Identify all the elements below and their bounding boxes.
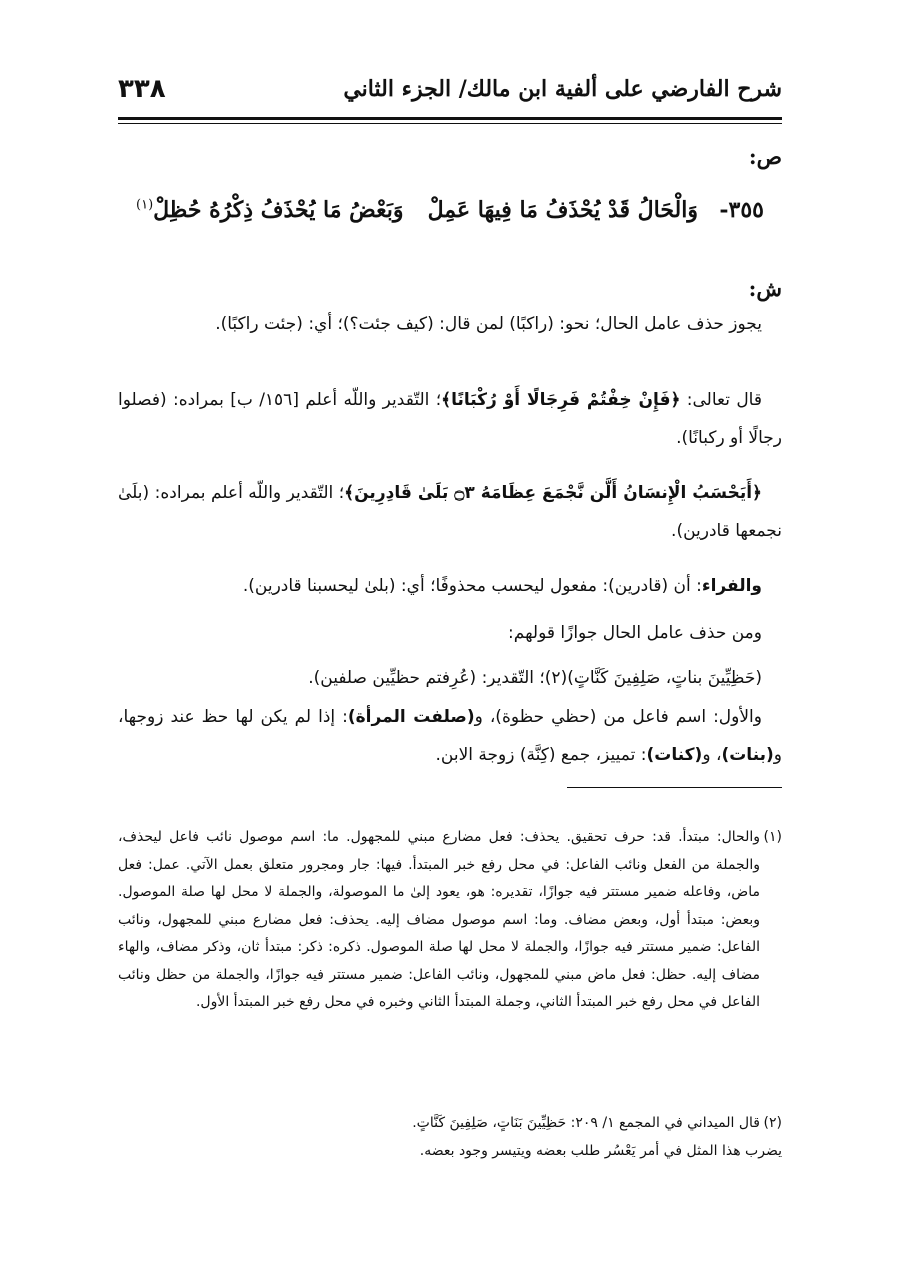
paragraph-3	[118, 474, 782, 550]
paragraph-7-d: : تمييز، جمع (كِنَّة) زوجة الابن.	[435, 745, 647, 765]
footnote-1-marker: (١)	[763, 829, 782, 845]
footnote-ref-1: (١)	[136, 197, 154, 213]
footnote-1	[118, 824, 782, 1017]
paragraph-7	[118, 698, 782, 774]
paragraph-7-c: ، و	[702, 745, 722, 765]
sharh-label: ش:	[748, 276, 782, 301]
paragraph-4	[118, 567, 782, 605]
footnote-separator	[567, 787, 782, 788]
footnote-2-text: قال الميداني في المجمع ١/ ٢٠٩: حَظِيِّينَ بَنَاتٍ، صَلِفِينَ كَنَّاتٍ.	[412, 1115, 760, 1131]
verse-hemistich-1: وَالْحَالُ قَدْ يُحْذَفُ مَا فِيهَا عَمِلْ	[427, 197, 698, 223]
verse-number: ٣٥٥-	[719, 197, 764, 223]
paragraph-6: (حَظِيِّينَ بناتٍ، صَلِفِينَ كَنَّاتٍ)(٢)؛ التّقدير: (عُرِفتم حظيِّين صلفين).	[308, 668, 762, 688]
paragraph-3-rest: ؛ التّقدير واللّه أعلم بمراده: (بلَىٰ نجمعها قادرين).	[118, 483, 782, 541]
paragraph-7-bold-2: (بنات)	[721, 745, 774, 765]
paragraph-1: يجوز حذف عامل الحال؛ نحو: (راكبًا) لمن قال: (كيف جئت؟)؛ أي: (جئت راكبًا).	[215, 314, 762, 334]
running-title: شرح الفارضي على ألفية ابن مالك/ الجزء الثاني	[343, 76, 782, 102]
paragraph-4-bold: والفراء	[701, 576, 762, 596]
footnote-2-marker: (٢)	[763, 1115, 782, 1131]
quran-verse-2: ﴿أَيَحْسَبُ الْإِنسَانُ أَلَّن نَّجْمَعَ عِظَامَهُ ۝٣ بَلَىٰ قَادِرِينَ﴾	[344, 483, 763, 503]
verse-line	[136, 193, 764, 237]
page-header	[118, 72, 782, 112]
verse-hemistich-2-text: وَبَعْضُ مَا يُحْذَفُ ذِكْرُهُ حُظِلْ	[153, 197, 404, 223]
quran-verse-1: ﴿فَإِنْ خِفْتُمْ فَرِجَالًا أَوْ رُكْبَانًا﴾	[441, 390, 681, 410]
paragraph-4-rest: : أن (قادرين): مفعول ليحسب محذوفًا؛ أي: (بلىٰ ليحسبنا قادرين).	[242, 576, 702, 596]
paragraph-5: ومن حذف عامل الحال جوازًا قولهم:	[508, 623, 762, 643]
footnote-2-text-2: يضرب هذا المثل في أمر يَعْسُر طلب بعضه ويتيسر وجود بعضه.	[419, 1142, 782, 1159]
footnote-1-text: والحال: مبتدأ. قد: حرف تحقيق. يحذف: فعل مضارع مبني للمجهول. ما: اسم موصول نائب فاعل ليحذف، والجملة من الفعل ونائب الفاعل: في محل رفع خبر المبتدأ. فيها: جار ومجرور متعلق بعمل الآتي. عمل: فعل ماض، وفاعله ضمير مستتر فيه جوازًا، تقديره: هو، يعود إلىٰ ما الموصولة، والجملة لا محل لها صلة الموصول. وبعض: مبتدأ أول، وبعض مضاف. وما: اسم موصول مضاف إليه. يحذف: فعل مضارع مبني للمجهول، ونائب الفاعل: ضمير مستتر فيه جوازًا، والجملة لا محل لها صلة الموصول. ذكره: ذكر: مبتدأ ثان، وذكر مضاف، والهاء مضاف إليه. حظل: فعل ماض مبني للمجهول، ونائب الفاعل: ضمير مستتر فيه جوازًا، والجملة من حظل ونائب الفاعل في محل رفع خبر المبتدأ الثاني، وجملة المبتدأ الثاني وخبره في محل رفع خبر المبتدأ الأول.	[118, 829, 760, 1010]
paragraph-7-bold-3: (كنات)	[646, 745, 703, 765]
paragraph-7-a: والأول: اسم فاعل من (حظي حظوة)، و	[474, 707, 762, 727]
paragraph-7-b: : إذا لم يكن لها حظ عند زوجها، و	[118, 707, 782, 765]
footnote-2	[118, 1110, 782, 1165]
page-number: ٣٣٨	[118, 74, 166, 104]
verse-hemistich-2	[136, 197, 404, 223]
matn-label: ص:	[748, 144, 782, 169]
header-rule-thin	[118, 123, 782, 124]
paragraph-2-intro: قال تعالى:	[680, 390, 762, 410]
paragraph-2-rest: ؛ التّقدير واللّه أعلم [١٥٦/ ب] بمراده: (فصلوا رجالًا أو ركبانًا).	[118, 390, 782, 448]
paragraph-2	[118, 381, 782, 457]
header-rule-thick	[118, 117, 782, 120]
paragraph-7-bold-1: (صلفت المرأة)	[347, 707, 475, 727]
